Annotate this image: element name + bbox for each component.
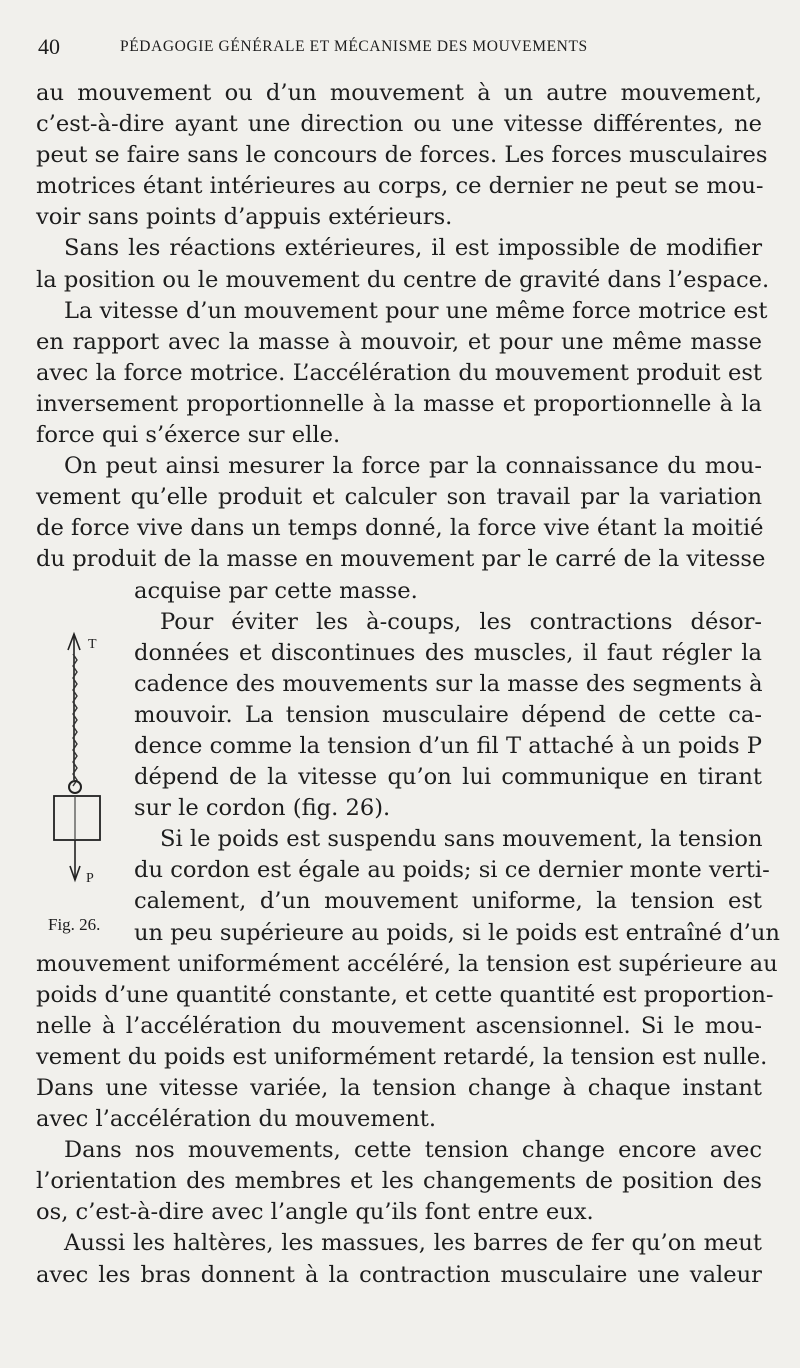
text-line: avec la force motrice. L’accélération du mouvement produit est (36, 359, 762, 386)
text-line: c’est-à-dire ayant une direction ou une vitesse différentes, ne (36, 111, 762, 138)
text-line: La vitesse d’un mouvement pour une même force motrice est (64, 297, 768, 324)
text-line: mouvoir. La tension musculaire dépend de cette ca- (134, 701, 762, 728)
text-line: la position ou le mouvement du centre de gravité dans l’espace. (36, 266, 770, 293)
text-line: acquise par cette masse. (134, 577, 418, 604)
text-line: dence comme la tension d’un fil T attaché à un poids P (134, 732, 762, 759)
figure-caption: Fig. 26. (48, 915, 101, 934)
text-line: motrices étant intérieures au corps, ce dernier ne peut se mou- (36, 173, 764, 200)
text-line: dépend de la vitesse qu’on lui communique en tirant (134, 764, 762, 791)
text-line: un peu supérieure au poids, si le poids est entraîné d’un (134, 919, 780, 946)
text-line: force qui s’éxerce sur elle. (36, 422, 341, 449)
text-line: mouvement uniformément accéléré, la tension est supérieure au (36, 950, 778, 977)
text-line: peut se faire sans le concours de forces. Les forces musculaires (36, 142, 768, 169)
text-line: avec les bras donnent à la contraction musculaire une valeur (36, 1261, 762, 1288)
text-line: poids d’une quantité constante, et cette quantité est proportion- (36, 981, 774, 1008)
text-line: calement, d’un mouvement uniforme, la tension est (134, 888, 762, 915)
text-line: inversement proportionnelle à la masse et proportionnelle à la (36, 390, 762, 417)
text-line: cadence des mouvements sur la masse des segments à (134, 670, 763, 697)
text-line: Sans les réactions extérieures, il est impossible de modifier (64, 235, 762, 262)
page-body (36, 78, 780, 1291)
text-line: en rapport avec la masse à mouvoir, et pour une même masse (36, 328, 762, 355)
text-line: de force vive dans un temps donné, la force vive étant la moitié (36, 515, 764, 542)
text-line: du produit de la masse en mouvement par le carré de la vitesse (36, 546, 766, 573)
figure-label-P: P (86, 871, 94, 886)
text-line: os, c’est-à-dire avec l’angle qu’ils font entre eux. (36, 1199, 594, 1226)
text-line: On peut ainsi mesurer la force par la connaissance du mou- (64, 453, 762, 480)
text-line: données et discontinues des muscles, il faut régler la (134, 639, 762, 666)
text-line: voir sans points d’appuis extérieurs. (36, 204, 453, 231)
text-line: vement qu’elle produit et calculer son travail par la variation (36, 484, 762, 511)
text-line: nelle à l’accélération du mouvement ascensionnel. Si le mou- (36, 1012, 762, 1039)
text-line: Aussi les haltères, les massues, les barres de fer qu’on meut (64, 1230, 762, 1257)
text-line: l’orientation des membres et les changements de position des (36, 1168, 762, 1195)
text-line: Dans nos mouvements, cette tension change encore avec (64, 1137, 762, 1164)
text-line: Pour éviter les à-coups, les contractions désor- (160, 608, 762, 635)
page-number: 40 (38, 34, 60, 59)
text-line: Si le poids est suspendu sans mouvement, la tension (160, 826, 763, 853)
running-title: PÉDAGOGIE GÉNÉRALE ET MÉCANISME DES MOUVEMENTS (120, 38, 588, 55)
text-line: Dans une vitesse variée, la tension change à chaque instant (36, 1075, 762, 1101)
text-line: avec l’accélération du mouvement. (36, 1106, 437, 1133)
page-header (38, 34, 778, 62)
text-line: du cordon est égale au poids; si ce dernier monte verti- (134, 857, 770, 884)
text-line: au mouvement ou d’un mouvement à un autre mouvement, (36, 80, 762, 106)
weight-on-cord-icon (40, 630, 120, 940)
text-line: vement du poids est uniformément retardé, la tension est nulle. (36, 1043, 768, 1070)
figure-label-T: T (88, 637, 97, 652)
text-line: sur le cordon (fig. 26). (134, 795, 391, 822)
